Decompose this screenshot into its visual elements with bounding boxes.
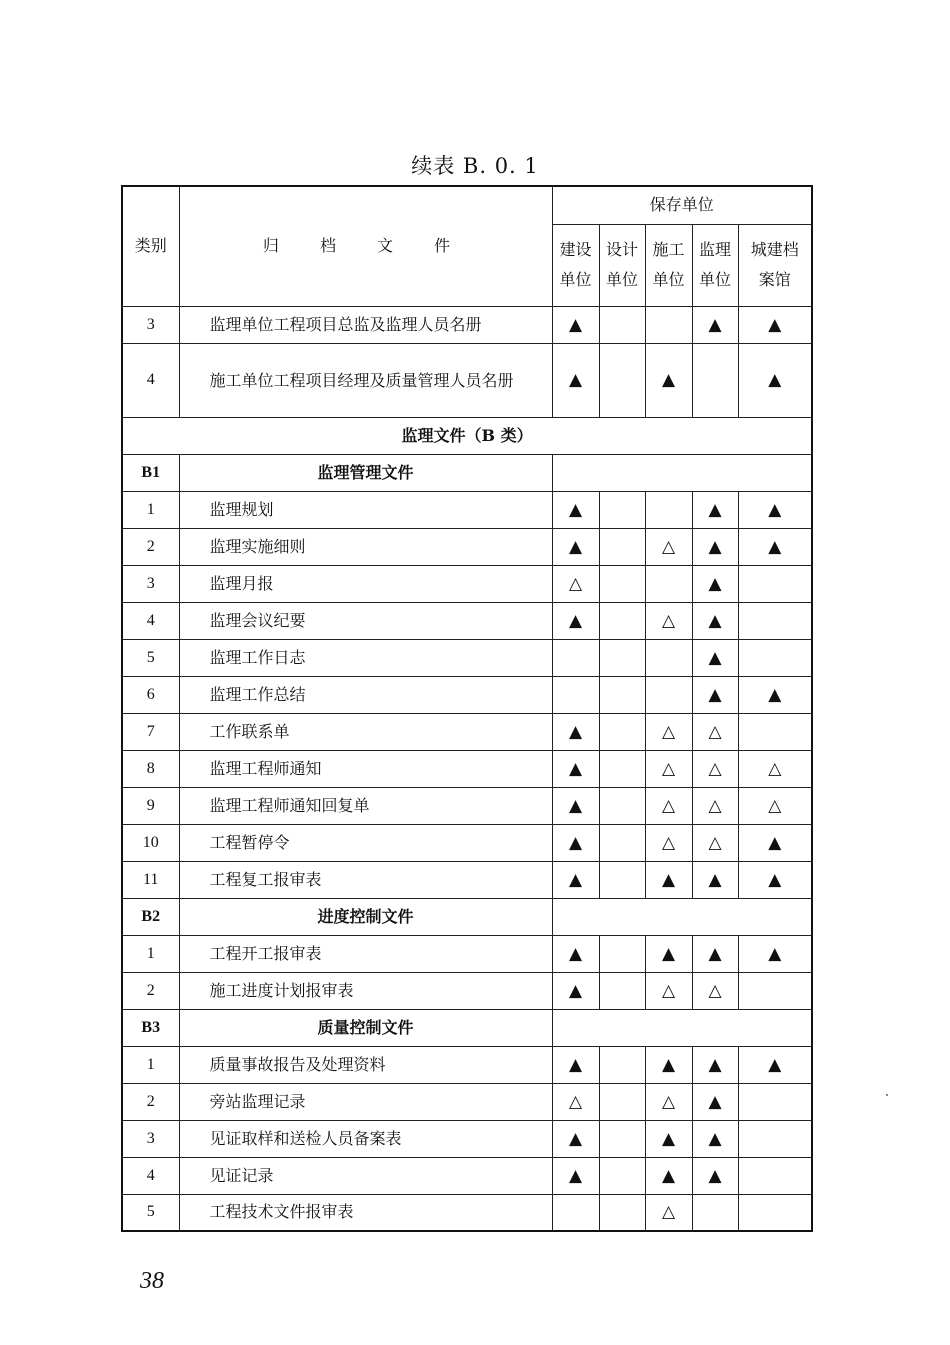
document-name: 工作联系单 [179, 713, 552, 750]
mark-construction [552, 861, 599, 898]
mark-contractor [645, 824, 692, 861]
outline-triangle-icon: △ [661, 980, 676, 1001]
row-number: 5 [122, 1194, 179, 1231]
table-row [122, 343, 812, 417]
filled-triangle-icon: ▲ [568, 1054, 583, 1075]
outline-triangle-icon: △ [661, 1202, 676, 1223]
filled-triangle-icon: ▲ [568, 869, 583, 890]
mark-supervisor [692, 824, 738, 861]
mark-contractor [645, 1194, 692, 1231]
row-number: 3 [122, 565, 179, 602]
mark-contractor [645, 565, 692, 602]
mark-contractor [645, 602, 692, 639]
mark-archives [738, 1083, 812, 1120]
filled-triangle-icon: ▲ [568, 795, 583, 816]
outline-triangle-icon: △ [568, 573, 583, 594]
mark-supervisor [692, 787, 738, 824]
mark-contractor [645, 343, 692, 417]
storage-header: 保存单位 [552, 186, 812, 224]
mark-design [599, 528, 645, 565]
mark-supervisor [692, 528, 738, 565]
document-name: 监理实施细则 [179, 528, 552, 565]
outline-triangle-icon: △ [768, 758, 782, 779]
category-title: 监理管理文件 [179, 454, 552, 491]
category-row [122, 898, 812, 935]
document-name: 工程技术文件报审表 [179, 1194, 552, 1231]
outline-triangle-icon: △ [661, 795, 676, 816]
mark-design [599, 935, 645, 972]
table-row [122, 787, 812, 824]
row-number: 3 [122, 306, 179, 343]
mark-construction [552, 676, 599, 713]
table-row [122, 306, 812, 343]
mark-contractor [645, 1157, 692, 1194]
document-name: 监理工程师通知回复单 [179, 787, 552, 824]
mark-contractor [645, 713, 692, 750]
outline-triangle-icon: △ [708, 795, 722, 816]
row-number: 3 [122, 1120, 179, 1157]
mark-supervisor [692, 935, 738, 972]
mark-archives [738, 1194, 812, 1231]
filled-triangle-icon: ▲ [708, 573, 722, 594]
category-blank [552, 898, 812, 935]
filled-triangle-icon: ▲ [568, 370, 583, 390]
mark-construction [552, 824, 599, 861]
row-number: 4 [122, 1157, 179, 1194]
document-name: 监理月报 [179, 565, 552, 602]
outline-triangle-icon: △ [661, 832, 676, 853]
mark-archives [738, 861, 812, 898]
outline-triangle-icon: △ [661, 1091, 676, 1112]
mark-supervisor [692, 602, 738, 639]
mark-archives [738, 565, 812, 602]
mark-supervisor [692, 861, 738, 898]
filled-triangle-icon: ▲ [768, 832, 782, 853]
filled-triangle-icon: ▲ [568, 499, 583, 520]
mark-archives [738, 824, 812, 861]
row-number: 1 [122, 1046, 179, 1083]
table-row [122, 639, 812, 676]
mark-design [599, 1083, 645, 1120]
mark-design [599, 565, 645, 602]
mark-design [599, 972, 645, 1009]
mark-design [599, 602, 645, 639]
outline-triangle-icon: △ [661, 758, 676, 779]
table-row [122, 528, 812, 565]
row-number: 10 [122, 824, 179, 861]
document-name: 旁站监理记录 [179, 1083, 552, 1120]
mark-design [599, 787, 645, 824]
row-number: 9 [122, 787, 179, 824]
filled-triangle-icon: ▲ [708, 647, 722, 668]
document-name: 施工单位工程项目经理及质量管理人员名册 [179, 343, 552, 417]
section-title: 监理文件（B 类） [122, 417, 812, 454]
mark-contractor [645, 861, 692, 898]
mark-supervisor [692, 1194, 738, 1231]
category-code: B1 [122, 454, 179, 491]
mark-contractor [645, 306, 692, 343]
mark-supervisor [692, 1120, 738, 1157]
unit-header-archives: 城建档 案馆 [738, 224, 812, 306]
mark-archives [738, 676, 812, 713]
filled-triangle-icon: ▲ [768, 869, 782, 890]
mark-construction [552, 935, 599, 972]
mark-design [599, 639, 645, 676]
filled-triangle-icon: ▲ [568, 943, 583, 964]
scan-speck [886, 1094, 888, 1096]
unit-header-supervisor: 监理 单位 [692, 224, 738, 306]
mark-supervisor [692, 1083, 738, 1120]
filled-triangle-icon: ▲ [568, 980, 583, 1001]
row-number: 1 [122, 935, 179, 972]
row-number: 2 [122, 528, 179, 565]
category-code: B3 [122, 1009, 179, 1046]
filled-triangle-icon: ▲ [708, 1091, 722, 1112]
mark-design [599, 676, 645, 713]
unit-header-contractor: 施工 单位 [645, 224, 692, 306]
category-blank [552, 1009, 812, 1046]
document-name: 监理会议纪要 [179, 602, 552, 639]
outline-triangle-icon: △ [708, 980, 722, 1001]
mark-supervisor [692, 972, 738, 1009]
mark-construction [552, 602, 599, 639]
mark-contractor [645, 1083, 692, 1120]
filled-triangle-icon: ▲ [708, 499, 722, 520]
category-title: 质量控制文件 [179, 1009, 552, 1046]
filled-triangle-icon: ▲ [568, 758, 583, 779]
mark-supervisor [692, 343, 738, 417]
unit-header-design: 设计 单位 [599, 224, 645, 306]
mark-supervisor [692, 639, 738, 676]
row-number: 2 [122, 1083, 179, 1120]
outline-triangle-icon: △ [568, 1091, 583, 1112]
mark-construction [552, 343, 599, 417]
table-row [122, 861, 812, 898]
outline-triangle-icon: △ [661, 721, 676, 742]
mark-construction [552, 1120, 599, 1157]
mark-supervisor [692, 306, 738, 343]
mark-construction [552, 1083, 599, 1120]
mark-contractor [645, 1046, 692, 1083]
row-number: 5 [122, 639, 179, 676]
table-row [122, 713, 812, 750]
mark-contractor [645, 491, 692, 528]
document-name: 工程暂停令 [179, 824, 552, 861]
mark-archives [738, 602, 812, 639]
category-title: 进度控制文件 [179, 898, 552, 935]
document-name: 监理工程师通知 [179, 750, 552, 787]
unit-header-construction: 建设 单位 [552, 224, 599, 306]
document-name: 监理工作日志 [179, 639, 552, 676]
document-name: 监理规划 [179, 491, 552, 528]
mark-supervisor [692, 1046, 738, 1083]
table-row [122, 1194, 812, 1231]
mark-design [599, 1046, 645, 1083]
table-body [122, 186, 812, 1231]
mark-construction [552, 750, 599, 787]
document-name: 监理单位工程项目总监及监理人员名册 [179, 306, 552, 343]
header-row-1 [122, 186, 812, 224]
filled-triangle-icon: ▲ [568, 1128, 583, 1149]
mark-contractor [645, 972, 692, 1009]
mark-construction [552, 491, 599, 528]
row-number: 4 [122, 343, 179, 417]
filled-triangle-icon: ▲ [708, 536, 722, 557]
mark-construction [552, 1157, 599, 1194]
mark-contractor [645, 528, 692, 565]
row-number: 4 [122, 602, 179, 639]
row-number: 6 [122, 676, 179, 713]
mark-archives [738, 787, 812, 824]
filled-triangle-icon: ▲ [708, 684, 722, 705]
mark-construction [552, 306, 599, 343]
mark-archives [738, 750, 812, 787]
mark-supervisor [692, 491, 738, 528]
mark-contractor [645, 639, 692, 676]
mark-supervisor [692, 565, 738, 602]
document-header: 归 档 文 件 [179, 186, 552, 306]
mark-construction [552, 972, 599, 1009]
table-row [122, 1120, 812, 1157]
filled-triangle-icon: ▲ [568, 536, 583, 557]
category-header: 类别 [122, 186, 179, 306]
filled-triangle-icon: ▲ [661, 1054, 676, 1075]
mark-supervisor [692, 1157, 738, 1194]
mark-construction [552, 565, 599, 602]
row-number: 2 [122, 972, 179, 1009]
mark-design [599, 824, 645, 861]
category-code: B2 [122, 898, 179, 935]
mark-design [599, 1120, 645, 1157]
mark-supervisor [692, 750, 738, 787]
mark-design [599, 1157, 645, 1194]
document-name: 施工进度计划报审表 [179, 972, 552, 1009]
mark-archives [738, 528, 812, 565]
table-row [122, 972, 812, 1009]
outline-triangle-icon: △ [708, 721, 722, 742]
table-row [122, 750, 812, 787]
outline-triangle-icon: △ [661, 610, 676, 631]
filled-triangle-icon: ▲ [568, 721, 583, 742]
mark-construction [552, 787, 599, 824]
document-name: 见证记录 [179, 1157, 552, 1194]
mark-contractor [645, 750, 692, 787]
table-row [122, 1046, 812, 1083]
mark-construction [552, 528, 599, 565]
mark-archives [738, 1046, 812, 1083]
mark-archives [738, 491, 812, 528]
filled-triangle-icon: ▲ [768, 499, 782, 520]
outline-triangle-icon: △ [661, 536, 676, 557]
mark-archives [738, 713, 812, 750]
document-name: 监理工作总结 [179, 676, 552, 713]
table-row [122, 491, 812, 528]
mark-archives [738, 1157, 812, 1194]
mark-construction [552, 713, 599, 750]
filled-triangle-icon: ▲ [661, 943, 676, 964]
mark-archives [738, 306, 812, 343]
outline-triangle-icon: △ [708, 832, 722, 853]
filled-triangle-icon: ▲ [568, 610, 583, 631]
mark-contractor [645, 935, 692, 972]
table-row [122, 1157, 812, 1194]
row-number: 11 [122, 861, 179, 898]
mark-design [599, 491, 645, 528]
filled-triangle-icon: ▲ [568, 1165, 583, 1186]
mark-design [599, 861, 645, 898]
row-number: 7 [122, 713, 179, 750]
mark-contractor [645, 787, 692, 824]
filled-triangle-icon: ▲ [768, 684, 782, 705]
outline-triangle-icon: △ [768, 795, 782, 816]
filled-triangle-icon: ▲ [568, 832, 583, 853]
filled-triangle-icon: ▲ [708, 314, 722, 335]
filled-triangle-icon: ▲ [768, 1054, 782, 1075]
mark-archives [738, 1120, 812, 1157]
document-name: 工程开工报审表 [179, 935, 552, 972]
filled-triangle-icon: ▲ [708, 1054, 722, 1075]
row-number: 1 [122, 491, 179, 528]
filled-triangle-icon: ▲ [708, 610, 722, 631]
table-row [122, 602, 812, 639]
document-name: 工程复工报审表 [179, 861, 552, 898]
mark-contractor [645, 1120, 692, 1157]
outline-triangle-icon: △ [708, 758, 722, 779]
filled-triangle-icon: ▲ [568, 314, 583, 335]
category-blank [552, 454, 812, 491]
mark-design [599, 343, 645, 417]
mark-design [599, 1194, 645, 1231]
mark-construction [552, 1046, 599, 1083]
mark-contractor [645, 676, 692, 713]
filled-triangle-icon: ▲ [661, 1165, 676, 1186]
category-row [122, 1009, 812, 1046]
category-row [122, 454, 812, 491]
table-caption: 续表 B. 0. 1 [411, 154, 539, 178]
filled-triangle-icon: ▲ [768, 314, 782, 335]
filled-triangle-icon: ▲ [768, 370, 782, 390]
table-row [122, 935, 812, 972]
filled-triangle-icon: ▲ [708, 1128, 722, 1149]
mark-archives [738, 639, 812, 676]
mark-design [599, 306, 645, 343]
filled-triangle-icon: ▲ [661, 370, 676, 390]
filled-triangle-icon: ▲ [768, 536, 782, 557]
archive-table [121, 185, 813, 1232]
filled-triangle-icon: ▲ [768, 943, 782, 964]
section-row [122, 417, 812, 454]
filled-triangle-icon: ▲ [708, 943, 722, 964]
filled-triangle-icon: ▲ [708, 869, 722, 890]
mark-archives [738, 935, 812, 972]
table-row [122, 1083, 812, 1120]
table-row [122, 824, 812, 861]
filled-triangle-icon: ▲ [708, 1165, 722, 1186]
mark-archives [738, 343, 812, 417]
mark-design [599, 713, 645, 750]
table-row [122, 676, 812, 713]
document-name: 见证取样和送检人员备案表 [179, 1120, 552, 1157]
mark-archives [738, 972, 812, 1009]
table-row [122, 565, 812, 602]
mark-supervisor [692, 676, 738, 713]
mark-construction [552, 639, 599, 676]
filled-triangle-icon: ▲ [661, 869, 676, 890]
mark-supervisor [692, 713, 738, 750]
mark-construction [552, 1194, 599, 1231]
filled-triangle-icon: ▲ [661, 1128, 676, 1149]
mark-design [599, 750, 645, 787]
document-name: 质量事故报告及处理资料 [179, 1046, 552, 1083]
page-number: 38 [140, 1268, 164, 1294]
row-number: 8 [122, 750, 179, 787]
